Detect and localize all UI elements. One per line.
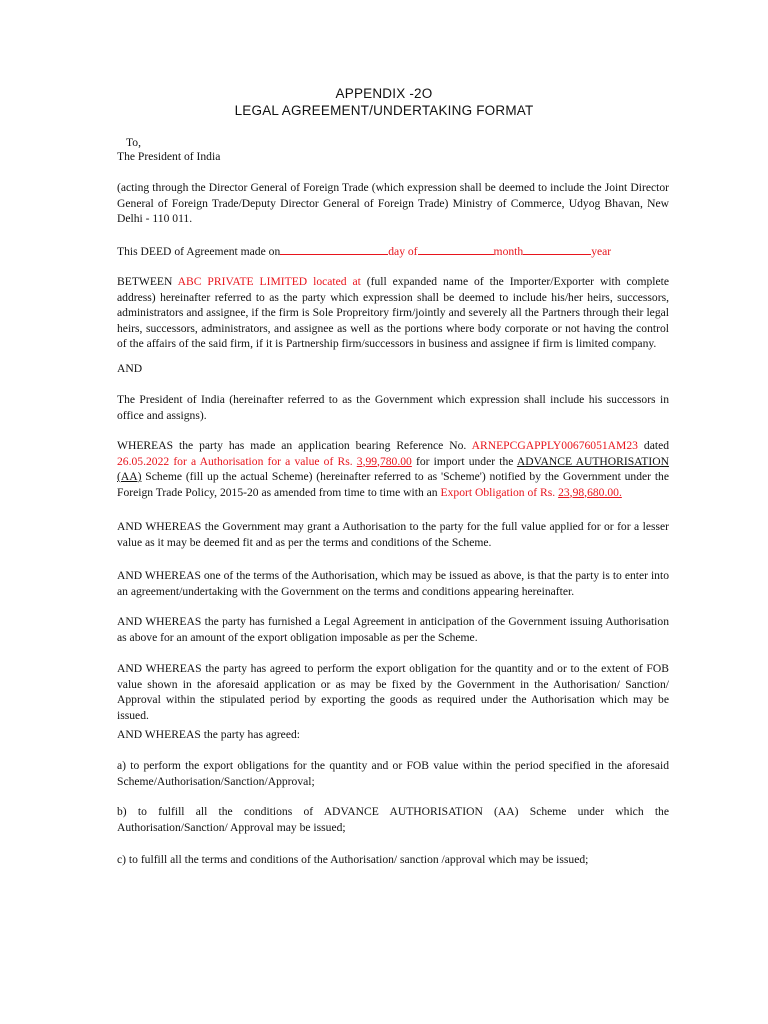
date-blank[interactable]	[280, 244, 388, 255]
deed-month: month	[493, 245, 524, 258]
import-text: for import under the	[415, 454, 514, 468]
furnished-paragraph: AND WHEREAS the party has furnished a Legal Agreement in anticipation of the Government issuing Authorisation as above for an amount of the export obligation imposable as per the Scheme.	[117, 615, 669, 644]
list-item-b: b) to fulfill all the conditions of ADVANCE AUTHORISATION (AA) Scheme under which the Authorisation/Sanction/ Approval may be issued;	[117, 805, 669, 834]
deed-day: day of	[388, 245, 418, 258]
agreed-paragraph: AND WHEREAS the party has agreed:	[117, 728, 300, 741]
value-text: for a Authorisation for a value of Rs.	[173, 454, 353, 468]
scheme-text: Scheme (fill up the actual Scheme) (hereinafter referred to as 'Scheme') notified by the Government under the Foreign Trade Policy, 2015-20 as amended from time to time with an	[117, 470, 669, 499]
export-obligation-value: 23,98,680.00.	[558, 485, 622, 499]
acting-paragraph: (acting through the Director General of Foreign Trade (which expression shall be deemed to include the Joint Director General of Foreign Trade/Deputy Director General of Foreign Trade) Ministry of Commerce, Udyog Bhavan, New Delhi - 110 011.	[117, 181, 669, 225]
reference-number: ARNEPCGAPPLY00676051AM23	[471, 439, 638, 452]
list-item-a: a) to perform the export obligations for the quantity and or FOB value within the period specified in the aforesaid Scheme/Authorisation/Sanction/Approval;	[117, 759, 669, 788]
grant-paragraph: AND WHEREAS the Government may grant a Authorisation to the party for the full value applied for or for a lesser value as it may be deemed fit and as per the terms and conditions of the Scheme.	[117, 520, 669, 549]
party-name: ABC PRIVATE LIMITED located at	[177, 275, 361, 288]
terms-paragraph: AND WHEREAS one of the terms of the Authorisation, which may be issued as above, is that the party is to enter into an agreement/undertaking with the Government on the terms and conditions appearing hereinafter.	[117, 569, 669, 598]
between-paragraph	[117, 274, 669, 352]
deed-line	[117, 244, 611, 260]
salutation: To,	[126, 136, 141, 149]
authorisation-value: 3,99,780.00	[356, 454, 412, 468]
deed-prefix: This DEED of Agreement made on	[117, 245, 281, 258]
between-label: BETWEEN	[117, 275, 173, 288]
scheme-name: ADVANCE AUTHORISATION (AA)	[117, 454, 669, 483]
addressee: The President of India	[117, 150, 221, 163]
list-item-c: c) to fulfill all the terms and conditions of the Authorisation/ sanction /approval which may be issued;	[117, 853, 589, 866]
and-label: AND	[117, 362, 143, 375]
appendix-heading: APPENDIX -2O	[335, 86, 433, 101]
whereas-application-paragraph	[117, 438, 669, 500]
application-date: 26.05.2022	[117, 454, 170, 468]
document-title: LEGAL AGREEMENT/UNDERTAKING FORMAT	[234, 103, 534, 118]
perform-paragraph: AND WHEREAS the party has agreed to perform the export obligation for the quantity and or to the extent of FOB value shown in the aforesaid application or as may be fixed by the Government in the Authorisation/ Sanction/ Approval within the stipulated period by exporting the goods as required under the Authorisation which may be issued.	[117, 662, 669, 722]
day-blank[interactable]	[418, 244, 494, 255]
application-text: WHEREAS the party has made an application bearing Reference No.	[117, 439, 467, 452]
export-obligation-label: Export Obligation of Rs.	[440, 485, 556, 499]
month-blank[interactable]	[523, 244, 591, 255]
dated-text: dated	[643, 439, 670, 452]
president-paragraph: The President of India (hereinafter referred to as the Government which expression shall include his successors in office and assigns).	[117, 393, 669, 422]
between-text: (full expanded name of the Importer/Exporter with complete address) hereinafter referred to as the party which expression shall be deemed to include his/her heirs, successors, administrators and assignee, if the firm is Sole Propreitory firm/jointly and severely all the Partners through their legal heirs, successors, administrators, and assignee as well as the portions where body corporate or not having the control of the affairs of the said firm, if it is Partnership firm/successors in business and assignee if firm is limited company.	[117, 275, 669, 350]
deed-year: year	[591, 245, 612, 258]
